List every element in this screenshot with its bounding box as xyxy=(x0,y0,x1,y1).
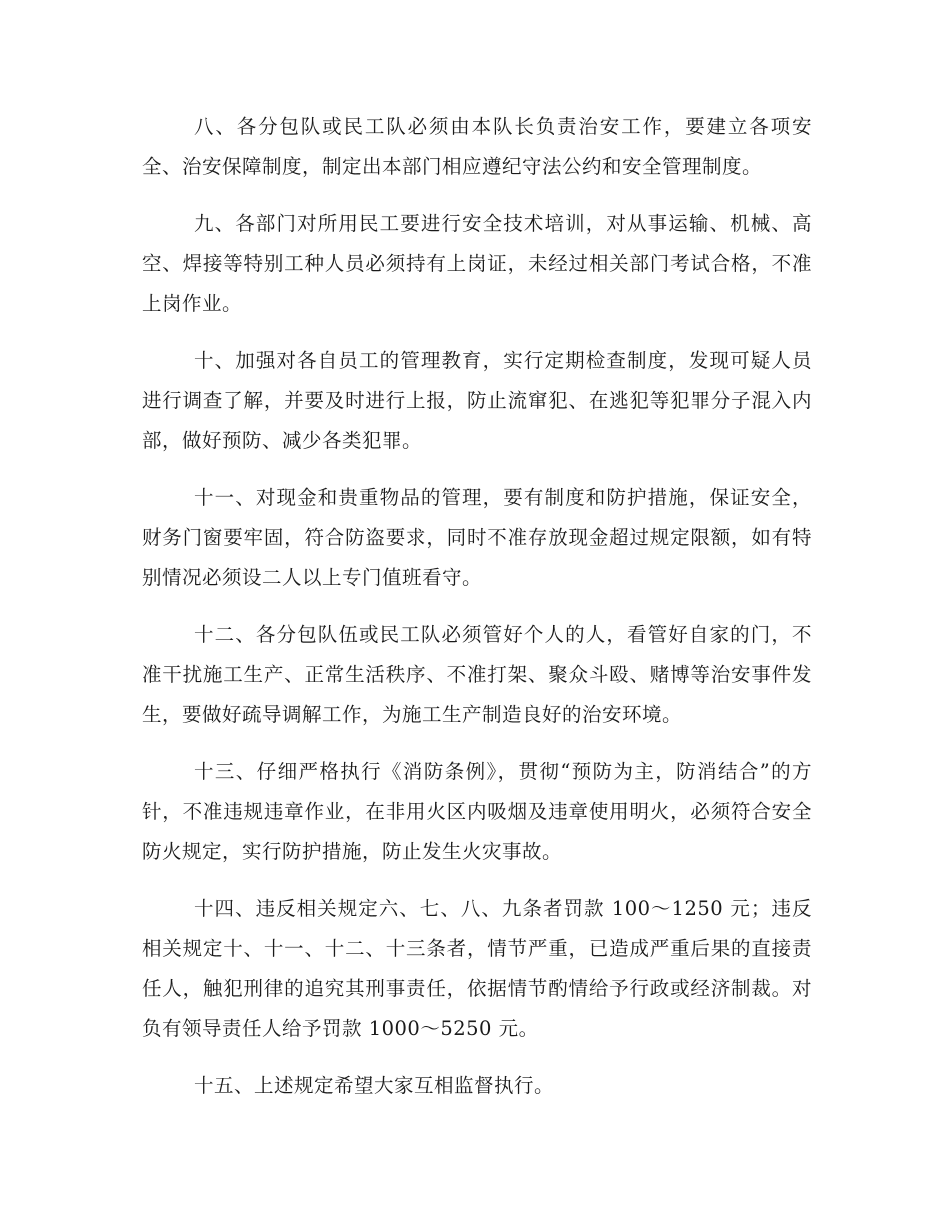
paragraph-13: 十三、仔细严格执行《消防条例》，贯彻“预防为主，防消结合”的方针，不准违规违章作业，在非用火区内吸烟及违章使用明火，必须符合安全防火规定，实行防护措施，防止发生火灾事故。 xyxy=(142,760,812,863)
paragraph-12: 十二、各分包队伍或民工队必须管好个人的人，看管好自家的门，不准干扰施工生产、正常生活秩序、不准打架、聚众斗殴、赌博等治安事件发生，要做好疏导调解工作，为施工生产制造良好的治安环境。 xyxy=(142,623,812,726)
paragraph-14: 十四、违反相关规定六、七、八、九条者罚款 100～1250 元；违反相关规定十、十一、十二、十三条者，情节严重，已造成严重后果的直接责任人，触犯刑律的追究其刑事责任，依据情节酌情给予行政或经济制裁。对负有领导责任人给予罚款 1000～5250 元。 xyxy=(142,897,812,1040)
paragraph-11: 十一、对现金和贵重物品的管理，要有制度和防护措施，保证安全，财务门窗要牢固，符合防盗要求，同时不准存放现金超过规定限额，如有特别情况必须设二人以上专门值班看守。 xyxy=(142,486,812,589)
paragraph-9: 九、各部门对所用民工要进行安全技术培训，对从事运输、机械、高空、焊接等特别工种人员必须持有上岗证，未经过相关部门考试合格，不准上岗作业。 xyxy=(142,212,812,315)
paragraph-15: 十五、上述规定希望大家互相监督执行。 xyxy=(194,1074,555,1097)
paragraph-8: 八、各分包队或民工队必须由本队长负责治安工作，要建立各项安全、治安保障制度，制定出本部门相应遵纪守法公约和安全管理制度。 xyxy=(142,115,812,178)
paragraph-10: 十、加强对各自员工的管理教育，实行定期检查制度，发现可疑人员进行调查了解，并要及时进行上报，防止流窜犯、在逃犯等犯罪分子混入内部，做好预防、减少各类犯罪。 xyxy=(142,349,812,452)
document-body xyxy=(142,107,812,1123)
